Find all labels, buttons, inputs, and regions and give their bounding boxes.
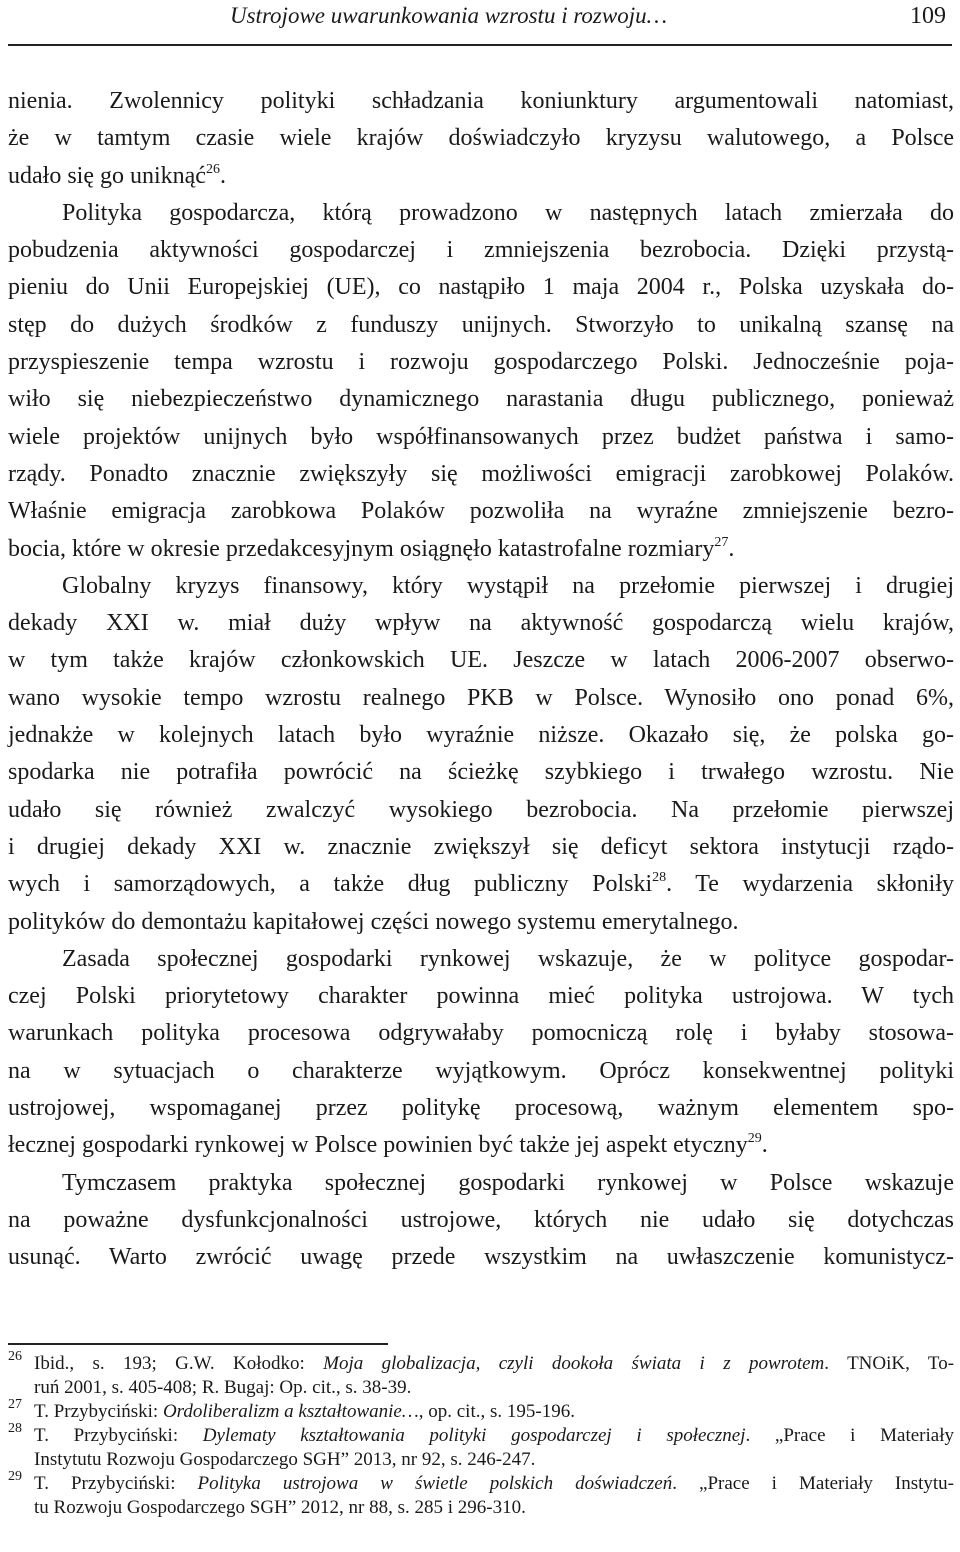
body-line: jednakże w kolejnych latach było wyraźnie niższe. Okazało się, że polska go- (8, 722, 954, 749)
footnote (8, 1421, 954, 1472)
body-line: przyspieszenie tempa wzrostu i rozwoju gospodarczego Polski. Jednocześnie poja- (8, 349, 954, 376)
body-line: nienia. Zwolennicy polityki schładzania koniunktury argumentowali natomiast, (8, 88, 954, 114)
body-line: na poważne dysfunkcjonalności ustrojowe, których nie udało się dotychczas (8, 1206, 954, 1233)
body-line: czej Polski priorytetowy charakter powinna mieć polityka ustrojowa. W tych (8, 983, 954, 1010)
running-header (8, 0, 952, 46)
footnote-line: T. Przybyciński: Ordoliberalizm a kształtowanie…, op. cit., s. 195-196. (34, 1401, 575, 1422)
body-line: wiło się niebezpieczeństwo dynamicznego narastania długu publicznego, ponieważ (8, 386, 954, 413)
body-line: dekady XXI w. miał duży wpływ na aktywność gospodarczą wielu krajów, (8, 610, 954, 637)
footnotes (8, 1349, 955, 1520)
footnote-number: 28 (8, 1421, 22, 1436)
body-line: usunąć. Warto zwrócić uwagę przede wszystkim na uwłaszczenie komunistycz- (8, 1244, 954, 1271)
body-line: pobudzenia aktywności gospodarczej i zmniejszenia bezrobocia. Dzięki przystą- (8, 237, 954, 264)
page-number: 109 (910, 3, 946, 29)
body-line: wiele projektów unijnych było współfinansowanych przez budżet państwa i samo- (8, 423, 954, 450)
body-line: że w tamtym czasie wiele krajów doświadczyło kryzysu walutowego, a Polsce (8, 125, 954, 152)
body-line: w tym także krajów członkowskich UE. Jeszcze w latach 2006-2007 obserwo- (8, 647, 954, 674)
footnote-line: tu Rozwoju Gospodarczego SGH” 2012, nr 88, s. 285 i 296-310. (34, 1497, 526, 1518)
body-line: pieniu do Unii Europejskiej (UE), co nastąpiło 1 maja 2004 r., Polska uzyskała do- (8, 274, 954, 301)
footnote-line: Instytutu Rozwoju Gospodarczego SGH” 2013, nr 92, s. 246-247. (34, 1449, 536, 1470)
body-line: spodarka nie potrafiła powrócić na ścieżkę szybkiego i trwałego wzrostu. Nie (8, 759, 954, 786)
footnote-number: 26 (8, 1349, 22, 1364)
body-line: na w sytuacjach o charakterze wyjątkowym. Oprócz konsekwentnej polityki (8, 1057, 954, 1084)
footnote-line: T. Przybyciński: Dylematy kształtowania polityki gospodarczej i społecznej. „Prace i Materiały (34, 1425, 954, 1446)
footnote-separator (8, 1343, 388, 1345)
footnote-line: Ibid., s. 193; G.W. Kołodko: Moja globalizacja, czyli dookoła świata i z powrotem. TNOiK, To- (34, 1353, 955, 1374)
body-line: wych i samorządowych, a także dług publiczny Polski$^{28}$. Te wydarzenia skłoniły (8, 870, 954, 898)
footnote-ref: 26 (205, 161, 220, 177)
body-line: Właśnie emigracja zarobkowa Polaków pozwoliła na wyraźne zmniejszenie bezro- (8, 498, 954, 525)
body-text (8, 83, 954, 1277)
body-line: polityków do demontażu kapitałowej części nowego systemu emerytalnego. (8, 908, 739, 935)
body-line: Polityka gospodarcza, którą prowadzono w następnych latach zmierzała do (62, 199, 954, 226)
body-line: ustrojowej, wspomaganej przez politykę procesową, ważnym elementem spo- (8, 1095, 954, 1122)
footnote-number: 29 (8, 1469, 22, 1484)
body-line: Tymczasem praktyka społecznej gospodarki rynkowej w Polsce wskazuje (62, 1169, 954, 1196)
body-line: łecznej gospodarki rynkowej w Polsce powinien być także jej aspekt etyczny$^{29}$. (8, 1131, 768, 1159)
footnote (8, 1349, 955, 1400)
footnote-line: ruń 2001, s. 405-408; R. Bugaj: Op. cit., s. 38-39. (34, 1377, 412, 1398)
footnote-ref: 29 (747, 1131, 762, 1147)
body-line: udało się go uniknąć$^{26}$. (8, 161, 226, 189)
footnote (8, 1469, 954, 1520)
footnote-ref: 27 (714, 534, 729, 550)
body-line: i drugiej dekady XXI w. znacznie zwiększył się deficyt sektora instytucji rządo- (8, 833, 954, 860)
footnote (8, 1397, 954, 1424)
body-line: bocia, które w okresie przedakcesyjnym osiągnęło katastrofalne rozmiary$^{27}$. (8, 534, 735, 562)
footnote-ref: 28 (652, 870, 667, 886)
running-title: Ustrojowe uwarunkowania wzrostu i rozwoju… (230, 3, 668, 28)
body-line: Globalny kryzys finansowy, który wystąpił na przełomie pierwszej i drugiej (62, 572, 954, 599)
body-line: udało się również zwalczyć wysokiego bezrobocia. Na przełomie pierwszej (8, 796, 954, 823)
body-line: rządy. Ponadto znacznie zwiększyły się możliwości emigracji zarobkowej Polaków. (8, 460, 954, 487)
footnote-line: T. Przybyciński: Polityka ustrojowa w świetle polskich doświadczeń. „Prace i Materiały Instytu- (34, 1473, 954, 1494)
footnote-number: 27 (8, 1397, 22, 1412)
body-line: stęp do dużych środków z funduszy unijnych. Stworzyło to unikalną szansę na (8, 311, 954, 338)
body-line: Zasada społecznej gospodarki rynkowej wskazuje, że w polityce gospodar- (62, 945, 954, 972)
body-line: wano wysokie tempo wzrostu realnego PKB w Polsce. Wynosiło ono ponad 6%, (8, 684, 954, 711)
body-line: warunkach polityka procesowa odgrywałaby pomocniczą rolę i byłaby stosowa- (8, 1020, 954, 1047)
